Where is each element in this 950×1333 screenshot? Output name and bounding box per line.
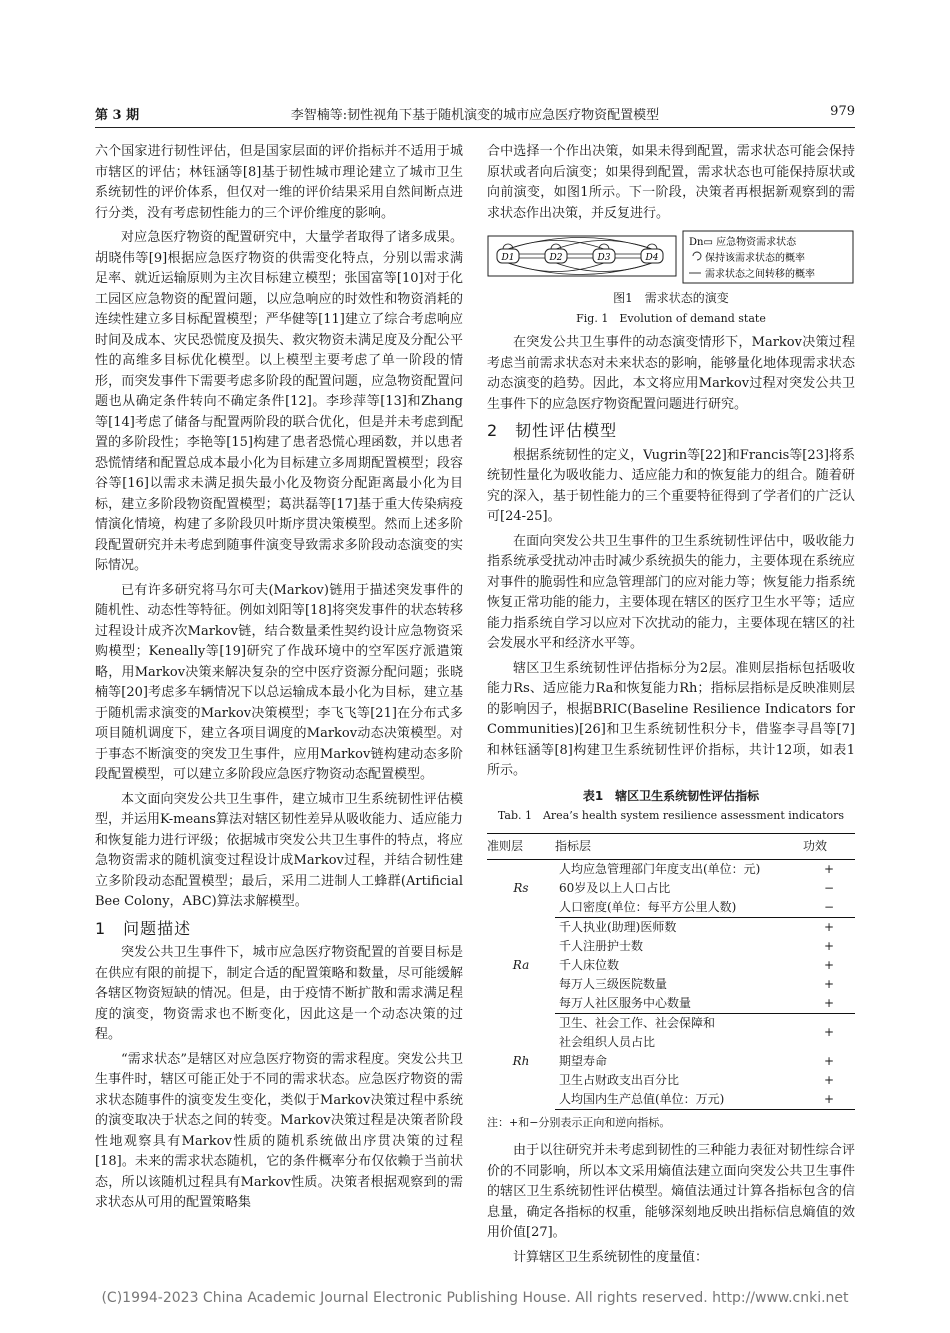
indicator-cell: 60岁及以上人口占比 [559,880,671,895]
left-column [95,142,463,1218]
effect-cell: − [803,898,855,918]
header-effect: 功效 [803,833,855,859]
header-criterion: 准则层 [487,833,555,859]
table-row [487,1013,855,1052]
effect-cell: + [823,938,835,953]
legend-trans: 需求状态之间转移的概率 [705,269,815,280]
paragraph: 辖区卫生系统韧性评估指标分为2层。准则层指标包括吸收能力Rs、适应能力Ra和恢复能力Rh；指标层指标是反映准则层的影响因子，根据BRIC(Baseline Resilience Indicators for Communities)[26]和卫生系统韧性积分卡，借鉴李寻昌等[7]和林钰涵等[8]构建卫生系统韧性评价指标，共计12项，如表1所示。 [487,660,855,778]
loop-icon [693,252,701,260]
page-number: 979 [830,104,855,119]
criterion-label: Rs [513,880,529,895]
paragraph: 计算辖区卫生系统韧性的度量值： [513,1249,709,1265]
effect-cell: + [823,957,835,972]
copyright-footer: (C)1994-2023 China Academic Journal Electronic Publishing House. All rights reserved. http://www.cnki.net [101,1290,849,1306]
state-label: D4 [645,253,659,263]
legend-state: Dn▭ 应急物资需求状态 [689,237,797,248]
indicator-line: 社会组织人员占比 [559,1034,656,1049]
indicator-line: 卫生、社会工作、社会保障和 [559,1015,716,1030]
self-loops [503,244,657,249]
header-indicator: 指标层 [555,833,803,859]
criterion-cell [487,917,555,1013]
indicator-cell: 千人床位数 [559,957,620,972]
indicator-cell: 人均应急管理部门年度支出(单位：元) [559,861,761,876]
table-row [487,859,855,879]
paragraph: 六个国家进行韧性评估，但是国家层面的评价指标并不适用于城市辖区的评估；林钰涵等[8]基于韧性城市理论建立了城市卫生系统韧性的评价体系，但仅对一维的评价结果采用自然间断点进行分类，没有考虑韧性能力的三个评价维度的影响。 [95,144,463,221]
state-D3 [593,249,615,263]
table-header-row [487,833,855,859]
indicator-cell: 千人注册护士数 [559,938,644,953]
paragraph: 由于以往研究并未考虑到韧性的三种能力表征对韧性综合评价的不同影响，所以本文采用熵值法建立面向突发公共卫生事件的辖区卫生系统韧性评估模型。熵值法通过计算各指标包含的信息量，确定各指标的权重，能够深刻地反映出指标信息熵值的效用价值[27]。 [487,1143,855,1240]
state-label: D2 [549,253,563,263]
transition-arrows [508,238,652,275]
indicator-table [487,833,855,1110]
paragraph: 已有许多研究将马尔可夫(Markov)链用于描述突发事件的随机性、动态性等特征。例如刘阳等[18]将突发事件的状态转移过程设计成齐次Markov链，结合数量柔性契约设计应急物资采购模型；Keneally等[19]研究了作战环境中的空军医疗派遣策略，用Markov决策来解决复杂的空中医疗资源分配问题；张晓楠等[20]考虑多车辆情况下以总运输成本最小化为目标，建立基于随机需求演变的Markov决策模型；李飞飞等[21]在分布式多项目随机调度下，建立各项目调度的Markov动态决策模型。对于事态不断演变的突发卫生事件，应用Markov链构建动态多阶段配置模型，可以建立多阶段应急医疗物资动态配置模型。 [95,582,463,782]
legend-keep: 保持该需求状态的概率 [705,253,805,264]
criterion-label: Rh [512,1053,530,1068]
figure-caption-zh: 图1 需求状态的演变 [613,291,729,305]
paragraph: 突发公共卫生事件下，城市应急医疗物资配置的首要目标是在供应有限的前提下，制定合适的配置策略和数量，尽可能缓解各辖区物资短缺的情况。但是，由于疫情不断扩散和需求满足程度的演变，物资需求也不断变化，因此这是一个动态决策的过程。 [95,945,463,1042]
indicator-cell: 卫生占财政支出百分比 [559,1072,680,1087]
figure-1 [487,230,855,329]
table-caption-zh: 表1 辖区卫生系统韧性评估指标 [582,788,760,803]
effect-cell: + [823,919,835,934]
effect-cell: + [823,861,835,876]
running-header [95,104,855,128]
paragraph: 在面向突发公共卫生事件的卫生系统韧性评估中，吸收能力指系统承受扰动冲击时减少系统损失的能力，主要体现在系统应对事件的脆弱性和应急管理部门的应对能力等；恢复能力指系统恢复正常功能的能力，主要体现在辖区的医疗卫生水平等；适应能力指系统自学习以应对下次扰动的能力，主要体现在辖区的社会发展水平和经济水平等。 [487,533,855,651]
table-row [487,917,855,937]
effect-cell: + [823,1072,835,1087]
section-heading-2: 2 韧性评估模型 [487,421,618,440]
state-label: D1 [501,253,515,263]
table-caption-en: Tab. 1 Area’s health system resilience assessment indicators [497,809,845,822]
right-column [487,142,855,1272]
indicator-cell: 人口密度(单位：每平方公里人数) [555,898,803,918]
state-label: D3 [597,253,611,263]
figure-caption-en: Fig. 1 Evolution of demand state [576,311,766,325]
paragraph: “需求状态”是辖区对应急医疗物资的需求程度。突发公共卫生事件时，辖区可能正处于不同的需求状态。应急医疗物资的需求状态随事件的演变发生变化，类似于Markov决策过程中系统的演变取决于状态之间的转变。Markov决策过程是决策者阶段性地观察具有Markov性质的随机系统做出序贯决策的过程[18]。未来的需求状态随机，它的条件概率分布仅依赖于当前状态，所以该随机过程具有Markov性质。决策者根据观察到的需求状态从可用的配置策略集 [95,1051,463,1210]
indicator-cell: 每万人三级医院数量 [559,976,668,991]
indicator-cell: 每万人社区服务中心数量 [555,994,803,1014]
state-D2 [545,249,567,263]
effect-cell: + [823,1025,835,1039]
effect-cell: + [803,994,855,1014]
issue-number: 第 3 期 [95,108,140,123]
indicator-cell: 期望寿命 [559,1053,608,1068]
state-diagram [487,230,855,286]
state-D1 [497,249,519,263]
paragraph: 合中选择一个作出决策，如果未得到配置，需求状态可能会保持原状或者向后演变；如果得到配置，需求状态也可能保持原状或向前演变，如图1所示。下一阶段，决策者再根据新观察到的需求状态作出决策，并反复进行。 [487,144,855,221]
table-note: 注：+和−分别表示正向和逆向指标。 [487,1115,671,1129]
effect-cell: + [823,1053,835,1068]
indicator-cell [555,1013,803,1052]
paragraph: 对应急医疗物资的配置研究中，大量学者取得了诸多成果。胡晓伟等[9]根据应急医疗物资的供需变化特点，分别以需求满足率、就近运输原则为主次目标建立模型；张国富等[10]对于化工园区应急物资的配置问题，以应急响应的时效性和物资消耗的连续性建立多目标配置模型；严华健等[11]建立了综合考虑响应时间及成本、灾民恐慌度及损失、救灾物资未满足度及分配公平性的高维多目标优化模型。以上模型主要考虑了单一阶段的情形，而突发事件下需要考虑多阶段的配置问题，应急物资配置问题也从确定条件转向不确定条件[12]。李珍萍等[13]和Zhang等[14]考虑了储备与配置两阶段的联合优化，但是并未考虑到配置的多阶段性；李艳等[15]构建了患者恐慌心理函数，并以患者恐慌情绪和配置总成本最小化为目标建立多周期配置模型；段容谷等[16]以需求未满足损失最小化及物资分配距离最小化为目标，建立多阶段物资配置模型；葛洪磊等[17]基于重大传染病疫情演化情境，构建了多阶段贝叶斯序贯决策模型。然而上述多阶段配置研究并未考虑到随事件演变导致需求多阶段动态演变的实际情况。 [95,230,463,573]
indicator-cell: 人均国内生产总值(单位：万元) [555,1090,803,1110]
effect-cell: + [823,976,835,991]
criterion-label: Ra [512,957,530,972]
effect-cell: − [823,880,835,895]
section-heading-1: 1 问题描述 [95,918,192,938]
paragraph: 本文面向突发公共卫生事件，建立城市卫生系统韧性评估模型，并运用K-means算法对辖区韧性差异从吸收能力、适应能力和恢复能力进行评级；依据城市突发公共卫生事件的特点，将应急物资需求的随机演变过程设计成Markov过程，并结合韧性建立多阶段动态配置模型；最后，采用二进制人工蜂群(Artificial Bee Colony，ABC)算法求解模型。 [95,791,463,909]
paragraph: 在突发公共卫生事件的动态演变情形下，Markov决策过程考虑当前需求状态对未来状态的影响，能够量化地体现需求状态动态演变的趋势。因此，本文将应用Markov过程对突发公共卫生事件下的应急医疗物资配置问题进行研究。 [487,335,855,412]
criterion-cell [487,1013,555,1109]
running-title: 李智楠等:韧性视角下基于随机演变的城市应急医疗物资配置模型 [290,108,660,123]
effect-cell: + [803,1090,855,1110]
criterion-cell [487,859,555,917]
indicator-cell: 千人执业(助理)医师数 [559,919,677,934]
paragraph: 根据系统韧性的定义，Vugrin等[22]和Francis等[23]将系统韧性量化为吸收能力、适应能力和的恢复能力的组合。随着研究的深入，基于韧性能力的三个重要特征得到了学者们的广泛认可[24-25]。 [487,447,855,524]
state-D4 [641,249,663,263]
